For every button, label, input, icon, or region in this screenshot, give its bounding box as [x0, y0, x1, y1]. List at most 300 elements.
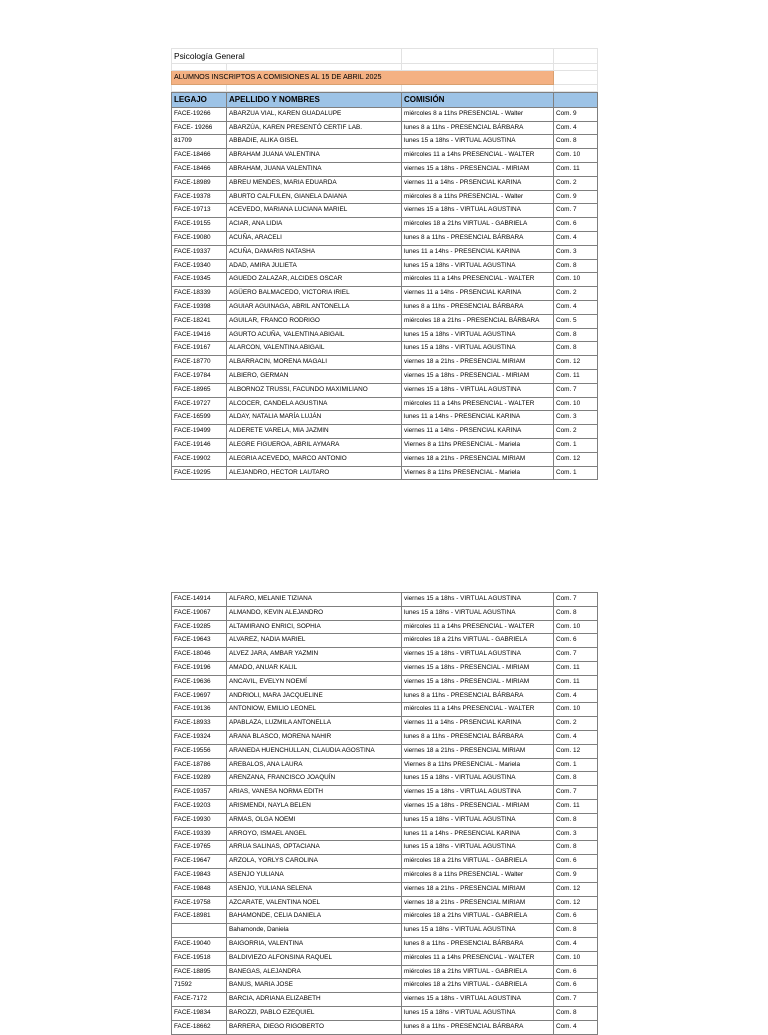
cell-legajo: FACE-19643	[172, 634, 227, 648]
cell-nombre: ADAD, AMIRA JULIETA	[227, 259, 402, 273]
table-row	[172, 452, 598, 466]
cell-comision: lunes 15 a 18hs - VIRTUAL AGUSTINA	[402, 841, 554, 855]
cell-legajo: FACE-19636	[172, 675, 227, 689]
table-row	[172, 924, 598, 938]
cell-com: Com. 8	[554, 328, 598, 342]
cell-comision: viernes 18 a 21hs - PRESENCIAL MIRIAM	[402, 896, 554, 910]
cell-com: Com. 4	[554, 730, 598, 744]
cell-legajo: FACE-19339	[172, 827, 227, 841]
cell-comision: viernes 11 a 14hs - PRSENCIAL KARINA	[402, 717, 554, 731]
cell-legajo: FACE-18046	[172, 648, 227, 662]
cell-nombre: ABARZÚA, KAREN PRESENTÓ CERTIF LAB.	[227, 121, 402, 135]
cell-nombre: AGUILAR, FRANCO RODRIGO	[227, 314, 402, 328]
cell-nombre: ACIAR, ANA LIDIA	[227, 218, 402, 232]
cell-legajo: FACE-19697	[172, 689, 227, 703]
cell-legajo: FACE-18466	[172, 162, 227, 176]
cell-legajo: FACE-18339	[172, 287, 227, 301]
cell-nombre: Bahamonde, Daniela	[227, 924, 402, 938]
cell-com: Com. 6	[554, 634, 598, 648]
table-row	[172, 937, 598, 951]
cell-legajo: FACE-19848	[172, 882, 227, 896]
table-row	[172, 606, 598, 620]
cell-nombre: ALVEZ JARA, AMBAR YAZMIN	[227, 648, 402, 662]
table-row	[172, 896, 598, 910]
cell-comision: lunes 8 a 11hs - PRESENCIAL BÁRBARA	[402, 689, 554, 703]
cell-comision: lunes 8 a 11hs - PRESENCIAL BÁRBARA	[402, 730, 554, 744]
cell-comision: lunes 15 a 18hs - VIRTUAL AGUSTINA	[402, 135, 554, 149]
cell-comision: lunes 15 a 18hs - VIRTUAL AGUSTINA	[402, 1006, 554, 1020]
cell-nombre: ALBARRACIN, MORENA MAGALI	[227, 356, 402, 370]
cell-comision: viernes 15 a 18hs - PRESENCIAL - MIRIAM	[402, 799, 554, 813]
cell-legajo: FACE-19930	[172, 813, 227, 827]
table-row	[172, 703, 598, 717]
cell-legajo: FACE-19337	[172, 245, 227, 259]
cell-com: Com. 8	[554, 259, 598, 273]
cell-nombre: ALDAY, NATALIA MARÍA LUJÁN	[227, 411, 402, 425]
cell-comision: viernes 15 a 18hs - VIRTUAL AGUSTINA	[402, 204, 554, 218]
table-row	[172, 620, 598, 634]
table-row	[172, 369, 598, 383]
cell-comision: lunes 15 a 18hs - VIRTUAL AGUSTINA	[402, 772, 554, 786]
table-row	[172, 438, 598, 452]
sheet-page-2	[171, 592, 597, 1030]
cell-comision: miércoles 11 a 14hs PRESENCIAL - WALTER	[402, 703, 554, 717]
cell-comision: lunes 15 a 18hs - VIRTUAL AGUSTINA	[402, 259, 554, 273]
cell-com: Com. 8	[554, 772, 598, 786]
cell-legajo: FACE-19784	[172, 369, 227, 383]
table-row	[172, 730, 598, 744]
cell-comision: miércoles 8 a 11hs PRESENCIAL - Walter	[402, 868, 554, 882]
cell-nombre: AGURTO ACUÑA, VALENTINA ABIGAIL	[227, 328, 402, 342]
cell-comision: miércoles 18 a 21hs VIRTUAL - GABRIELA	[402, 910, 554, 924]
table-row	[172, 910, 598, 924]
cell-legajo: FACE-18786	[172, 758, 227, 772]
table-row	[172, 689, 598, 703]
table-row	[172, 979, 598, 993]
cell-legajo: FACE-19416	[172, 328, 227, 342]
cell-nombre: ANTONIOW, EMILIO LEONEL	[227, 703, 402, 717]
cell-com: Com. 5	[554, 314, 598, 328]
cell-nombre: ARENZANA, FRANCISCO JOAQUÍN	[227, 772, 402, 786]
cell-com: Com. 6	[554, 910, 598, 924]
cell-comision: viernes 11 a 14hs - PRSENCIAL KARINA	[402, 176, 554, 190]
cell-com: Com. 10	[554, 951, 598, 965]
cell-nombre: ALVAREZ, NADIA MARIEL	[227, 634, 402, 648]
cell-legajo: FACE-18662	[172, 1020, 227, 1034]
cell-nombre: ALCOCER, CANDELA AGUSTINA	[227, 397, 402, 411]
cell-legajo: FACE-7172	[172, 993, 227, 1007]
cell-nombre: BARCIA, ADRIANA ELIZABETH	[227, 993, 402, 1007]
table-row	[172, 259, 598, 273]
cell-nombre: BARRERA, DIEGO RIGOBERTO	[227, 1020, 402, 1034]
cell-comision: viernes 18 a 21hs - PRESENCIAL MIRIAM	[402, 744, 554, 758]
cell-com: Com. 11	[554, 661, 598, 675]
cell-comision: miércoles 18 a 21hs VIRTUAL - GABRIELA	[402, 634, 554, 648]
cell-legajo: FACE-18466	[172, 149, 227, 163]
cell-legajo: FACE-19758	[172, 896, 227, 910]
table-row	[172, 744, 598, 758]
cell-legajo: FACE-18770	[172, 356, 227, 370]
cell-com: Com. 12	[554, 896, 598, 910]
cell-nombre: ASENJO YULIANA	[227, 868, 402, 882]
cell-comision: viernes 11 a 14hs - PRSENCIAL KARINA	[402, 425, 554, 439]
table-row	[172, 342, 598, 356]
cell-comision: miércoles 11 a 14hs PRESENCIAL - WALTER	[402, 620, 554, 634]
cell-comision: lunes 8 a 11hs - PRESENCIAL BÁRBARA	[402, 300, 554, 314]
cell-legajo: FACE-18241	[172, 314, 227, 328]
cell-nombre: ASENJO, YULIANA SELENA	[227, 882, 402, 896]
cell-comision: Viernes 8 a 11hs PRESENCIAL - Mariela	[402, 758, 554, 772]
table-row	[172, 855, 598, 869]
cell-com: Com. 7	[554, 593, 598, 607]
cell-com: Com. 3	[554, 827, 598, 841]
cell-legajo: FACE-19902	[172, 452, 227, 466]
table-row	[172, 1020, 598, 1034]
table-row	[172, 593, 598, 607]
table-row	[172, 882, 598, 896]
cell-com: Com. 10	[554, 620, 598, 634]
cell-com: Com. 8	[554, 135, 598, 149]
cell-com: Com. 4	[554, 121, 598, 135]
cell-nombre: ABRAHAM JUANA VALENTINA	[227, 149, 402, 163]
cell-legajo: FACE-19324	[172, 730, 227, 744]
cell-legajo: FACE-18981	[172, 910, 227, 924]
column-header-nombre: APELLIDO Y NOMBRES	[227, 92, 402, 107]
cell-nombre: ALFARO, MELANIE TIZIANA	[227, 593, 402, 607]
cell-nombre: ALARCON, VALENTINA ABIGAIL	[227, 342, 402, 356]
table-row	[172, 634, 598, 648]
table-row	[172, 149, 598, 163]
cell-nombre: APABLAZA, LUZMILA ANTONELLA	[227, 717, 402, 731]
cell-nombre: BAROZZI, PABLO EZEQUIEL	[227, 1006, 402, 1020]
table-row	[172, 204, 598, 218]
cell-legajo: 71592	[172, 979, 227, 993]
table-row	[172, 287, 598, 301]
cell-com: Com. 11	[554, 799, 598, 813]
cell-com: Com. 11	[554, 369, 598, 383]
cell-nombre: ACEVEDO, MARIANA LUCIANA MARIEL	[227, 204, 402, 218]
cell-com: Com. 1	[554, 438, 598, 452]
cell-com: Com. 11	[554, 162, 598, 176]
table-row	[172, 300, 598, 314]
cell-com: Com. 4	[554, 689, 598, 703]
cell-comision: viernes 11 a 14hs - PRSENCIAL KARINA	[402, 287, 554, 301]
cell-comision: miércoles 8 a 11hs PRESENCIAL - Walter	[402, 107, 554, 121]
cell-nombre: BALDIVIEZO ALFONSINA RAQUEL	[227, 951, 402, 965]
cell-legajo: FACE-19266	[172, 107, 227, 121]
cell-com: Com. 8	[554, 813, 598, 827]
cell-nombre: ALEJANDRO, HECTOR LAUTARO	[227, 466, 402, 480]
cell-comision: lunes 11 a 14hs - PRESENCIAL KARINA	[402, 245, 554, 259]
cell-legajo: FACE-19556	[172, 744, 227, 758]
cell-com: Com. 6	[554, 218, 598, 232]
cell-com: Com. 8	[554, 841, 598, 855]
cell-com: Com. 1	[554, 466, 598, 480]
cell-com: Com. 12	[554, 744, 598, 758]
cell-com: Com. 3	[554, 245, 598, 259]
table-row	[172, 314, 598, 328]
cell-legajo: FACE-19196	[172, 661, 227, 675]
cell-nombre: ABBADIE, ALIKA GISEL	[227, 135, 402, 149]
enrollment-table-2	[171, 592, 598, 1035]
cell-comision: viernes 15 a 18hs - VIRTUAL AGUSTINA	[402, 993, 554, 1007]
cell-comision: viernes 18 a 21hs - PRESENCIAL MIRIAM	[402, 452, 554, 466]
cell-com: Com. 4	[554, 937, 598, 951]
cell-com: Com. 7	[554, 648, 598, 662]
cell-comision: miércoles 18 a 21hs - PRESENCIAL BÁRBARA	[402, 314, 554, 328]
cell-comision: miércoles 18 a 21hs VIRTUAL - GABRIELA	[402, 965, 554, 979]
cell-com: Com. 7	[554, 993, 598, 1007]
cell-legajo	[172, 924, 227, 938]
table-row	[172, 425, 598, 439]
cell-comision: lunes 15 a 18hs - VIRTUAL AGUSTINA	[402, 328, 554, 342]
cell-legajo: FACE-19499	[172, 425, 227, 439]
table-row	[172, 717, 598, 731]
cell-comision: viernes 15 a 18hs - PRESENCIAL - MIRIAM	[402, 369, 554, 383]
cell-nombre: ARRUA SALINAS, OPTACIANA	[227, 841, 402, 855]
table-row	[172, 675, 598, 689]
table-row	[172, 868, 598, 882]
table-row	[172, 827, 598, 841]
table-row	[172, 121, 598, 135]
cell-nombre: ARMAS, OLGA NOEMI	[227, 813, 402, 827]
cell-com: Com. 4	[554, 231, 598, 245]
table-row	[172, 965, 598, 979]
cell-com: Com. 12	[554, 882, 598, 896]
cell-legajo: FACE-19167	[172, 342, 227, 356]
cell-nombre: ABRAHAM, JUANA VALENTINA	[227, 162, 402, 176]
cell-comision: lunes 8 a 11hs - PRESENCIAL BÁRBARA	[402, 1020, 554, 1034]
cell-com: Com. 11	[554, 675, 598, 689]
cell-com: Com. 8	[554, 342, 598, 356]
cell-comision: Viernes 8 a 11hs PRESENCIAL - Mariela	[402, 438, 554, 452]
cell-com: Com. 7	[554, 383, 598, 397]
cell-legajo: FACE-19155	[172, 218, 227, 232]
cell-nombre: ALTAMIRANO ENRICI, SOPHIA	[227, 620, 402, 634]
cell-com: Com. 10	[554, 149, 598, 163]
cell-nombre: ARZOLA, YORLYS CAROLINA	[227, 855, 402, 869]
cell-comision: lunes 8 a 11hs - PRESENCIAL BÁRBARA	[402, 121, 554, 135]
enrollment-banner: ALUMNOS INSCRIPTOS A COMISIONES AL 15 DE ABRIL 2025	[172, 71, 554, 85]
cell-nombre: ARANA BLASCO, MORENA NAHIR	[227, 730, 402, 744]
cell-nombre: ANCAVIL, EVELYN NOEMÍ	[227, 675, 402, 689]
cell-legajo: FACE-16599	[172, 411, 227, 425]
cell-comision: lunes 15 a 18hs - VIRTUAL AGUSTINA	[402, 342, 554, 356]
cell-nombre: BAHAMONDE, CELIA DANIELA	[227, 910, 402, 924]
cell-com: Com. 4	[554, 1020, 598, 1034]
table-row	[172, 356, 598, 370]
table-row	[172, 648, 598, 662]
sheet-page-1	[171, 48, 597, 480]
table-row	[172, 397, 598, 411]
cell-com: Com. 7	[554, 204, 598, 218]
cell-legajo: FACE-19398	[172, 300, 227, 314]
cell-legajo: FACE-19295	[172, 466, 227, 480]
table-row	[172, 799, 598, 813]
cell-legajo: FACE-18965	[172, 383, 227, 397]
document-title: Psicología General	[172, 49, 402, 64]
table-row	[172, 190, 598, 204]
sheet-header-block	[171, 48, 598, 92]
cell-com: Com. 12	[554, 452, 598, 466]
table-row	[172, 218, 598, 232]
cell-nombre: ALEGRIA ACEVEDO, MARCO ANTONIO	[227, 452, 402, 466]
cell-legajo: FACE-19834	[172, 1006, 227, 1020]
table-row	[172, 328, 598, 342]
cell-com: Com. 9	[554, 868, 598, 882]
cell-comision: viernes 18 a 21hs - PRESENCIAL MIRIAM	[402, 882, 554, 896]
cell-nombre: BANEGAS, ALEJANDRA	[227, 965, 402, 979]
cell-legajo: FACE-19040	[172, 937, 227, 951]
cell-com: Com. 2	[554, 176, 598, 190]
cell-nombre: AMADO, ANUAR KALIL	[227, 661, 402, 675]
cell-com: Com. 1	[554, 758, 598, 772]
cell-comision: miércoles 18 a 21hs VIRTUAL - GABRIELA	[402, 979, 554, 993]
cell-com: Com. 9	[554, 190, 598, 204]
table-row	[172, 245, 598, 259]
cell-comision: viernes 15 a 18hs - VIRTUAL AGUSTINA	[402, 648, 554, 662]
cell-nombre: ALDERETE VARELA, MIA JAZMIN	[227, 425, 402, 439]
cell-legajo: FACE-19345	[172, 273, 227, 287]
cell-comision: miércoles 11 a 14hs PRESENCIAL - WALTER	[402, 149, 554, 163]
cell-comision: viernes 15 a 18hs - PRESENCIAL - MIRIAM	[402, 661, 554, 675]
cell-nombre: ABURTO CALFULEN, GIANELA DAIANA	[227, 190, 402, 204]
cell-nombre: AGUEDO ZALAZAR, ALCIDES OSCAR	[227, 273, 402, 287]
cell-comision: miércoles 18 a 21hs VIRTUAL - GABRIELA	[402, 218, 554, 232]
table-row	[172, 993, 598, 1007]
cell-comision: viernes 15 a 18hs - PRESENCIAL - MIRIAM	[402, 162, 554, 176]
table-row	[172, 273, 598, 287]
cell-nombre: ANDRIOLI, MARA JACQUELINE	[227, 689, 402, 703]
cell-legajo: FACE-19727	[172, 397, 227, 411]
cell-nombre: AREBALOS, ANA LAURA	[227, 758, 402, 772]
cell-com: Com. 7	[554, 786, 598, 800]
column-header-comision: COMISIÓN	[402, 92, 554, 107]
table-row	[172, 786, 598, 800]
cell-comision: Viernes 8 a 11hs PRESENCIAL - Mariela	[402, 466, 554, 480]
table-body-1	[172, 107, 598, 480]
cell-com: Com. 8	[554, 606, 598, 620]
cell-com: Com. 9	[554, 107, 598, 121]
table-row	[172, 1006, 598, 1020]
cell-comision: viernes 15 a 18hs - PRESENCIAL - MIRIAM	[402, 675, 554, 689]
cell-legajo: FACE-18989	[172, 176, 227, 190]
cell-comision: lunes 8 a 11hs - PRESENCIAL BÁRBARA	[402, 937, 554, 951]
cell-com: Com. 3	[554, 411, 598, 425]
cell-legajo: FACE-19146	[172, 438, 227, 452]
cell-legajo: FACE-19518	[172, 951, 227, 965]
table-row	[172, 107, 598, 121]
table-row	[172, 758, 598, 772]
cell-nombre: ARIAS, VANESA NORMA EDITH	[227, 786, 402, 800]
table-row	[172, 411, 598, 425]
cell-nombre: BAIGORRIA, VALENTINA	[227, 937, 402, 951]
cell-nombre: AZCARATE, VALENTINA NOEL	[227, 896, 402, 910]
cell-legajo: FACE- 19266	[172, 121, 227, 135]
table-row	[172, 951, 598, 965]
cell-nombre: ACUÑA, DAMARIS NATASHA	[227, 245, 402, 259]
cell-comision: miércoles 11 a 14hs PRESENCIAL - WALTER	[402, 273, 554, 287]
cell-legajo: FACE-19647	[172, 855, 227, 869]
cell-com: Com. 4	[554, 300, 598, 314]
cell-com: Com. 2	[554, 717, 598, 731]
cell-nombre: ACUÑA, ARACELI	[227, 231, 402, 245]
cell-legajo: FACE-14914	[172, 593, 227, 607]
cell-com: Com. 6	[554, 965, 598, 979]
cell-comision: lunes 15 a 18hs - VIRTUAL AGUSTINA	[402, 924, 554, 938]
table-row	[172, 841, 598, 855]
cell-comision: lunes 15 a 18hs - VIRTUAL AGUSTINA	[402, 813, 554, 827]
cell-legajo: FACE-19080	[172, 231, 227, 245]
cell-nombre: ARISMENDI, NAYLA BELEN	[227, 799, 402, 813]
enrollment-table-1	[171, 92, 598, 481]
cell-comision: lunes 8 a 11hs - PRESENCIAL BÁRBARA	[402, 231, 554, 245]
cell-nombre: BANUS, MARIA JOSE	[227, 979, 402, 993]
cell-legajo: FACE-19285	[172, 620, 227, 634]
cell-legajo: 81709	[172, 135, 227, 149]
cell-comision: miércoles 18 a 21hs VIRTUAL - GABRIELA	[402, 855, 554, 869]
cell-nombre: ARANEDA HUENCHULLAN, CLAUDIA AGOSTINA	[227, 744, 402, 758]
cell-nombre: ALBIERO, GERMAN	[227, 369, 402, 383]
cell-legajo: FACE-18895	[172, 965, 227, 979]
cell-comision: lunes 11 a 14hs - PRESENCIAL KARINA	[402, 411, 554, 425]
cell-nombre: AGUIAR AGUINAGA, ABRIL ANTONELLA	[227, 300, 402, 314]
cell-legajo: FACE-19357	[172, 786, 227, 800]
table-row	[172, 772, 598, 786]
cell-comision: lunes 15 a 18hs - VIRTUAL AGUSTINA	[402, 606, 554, 620]
cell-comision: viernes 15 a 18hs - VIRTUAL AGUSTINA	[402, 786, 554, 800]
cell-comision: miércoles 11 a 14hs PRESENCIAL - WALTER	[402, 951, 554, 965]
cell-comision: viernes 15 a 18hs - VIRTUAL AGUSTINA	[402, 593, 554, 607]
cell-legajo: FACE-19843	[172, 868, 227, 882]
cell-com: Com. 10	[554, 397, 598, 411]
table-row	[172, 231, 598, 245]
cell-com: Com. 8	[554, 924, 598, 938]
cell-legajo: FACE-19203	[172, 799, 227, 813]
cell-com: Com. 6	[554, 855, 598, 869]
table-row	[172, 466, 598, 480]
table-row	[172, 135, 598, 149]
cell-legajo: FACE-19289	[172, 772, 227, 786]
table-body-2	[172, 593, 598, 1035]
cell-com: Com. 2	[554, 287, 598, 301]
table-row	[172, 383, 598, 397]
table-row	[172, 176, 598, 190]
cell-legajo: FACE-19765	[172, 841, 227, 855]
cell-com: Com. 2	[554, 425, 598, 439]
cell-com: Com. 8	[554, 1006, 598, 1020]
cell-comision: viernes 15 a 18hs - VIRTUAL AGUSTINA	[402, 383, 554, 397]
table-row	[172, 813, 598, 827]
cell-nombre: AGÜERO BALMACEDO, VICTORIA IRIEL	[227, 287, 402, 301]
cell-com: Com. 12	[554, 356, 598, 370]
cell-nombre: ALMANDO, KEVIN ALEJANDRO	[227, 606, 402, 620]
cell-nombre: ALEGRE FIGUEROA, ABRIL AYMARA	[227, 438, 402, 452]
cell-legajo: FACE-19713	[172, 204, 227, 218]
cell-nombre: ARROYO, ISMAEL ANGEL	[227, 827, 402, 841]
cell-comision: miércoles 8 a 11hs PRESENCIAL - Walter	[402, 190, 554, 204]
cell-nombre: ABREU MENDES, MARIA EDUARDA	[227, 176, 402, 190]
cell-comision: lunes 11 a 14hs - PRESENCIAL KARINA	[402, 827, 554, 841]
cell-nombre: ABARZUA VIAL, KAREN GUADALUPE	[227, 107, 402, 121]
table-row	[172, 661, 598, 675]
cell-legajo: FACE-18933	[172, 717, 227, 731]
cell-comision: miércoles 11 a 14hs PRESENCIAL - WALTER	[402, 397, 554, 411]
cell-legajo: FACE-19340	[172, 259, 227, 273]
cell-com: Com. 10	[554, 703, 598, 717]
cell-comision: viernes 18 a 21hs - PRESENCIAL MIRIAM	[402, 356, 554, 370]
cell-nombre: ALBORNOZ TRUSSI, FACUNDO MAXIMILIANO	[227, 383, 402, 397]
